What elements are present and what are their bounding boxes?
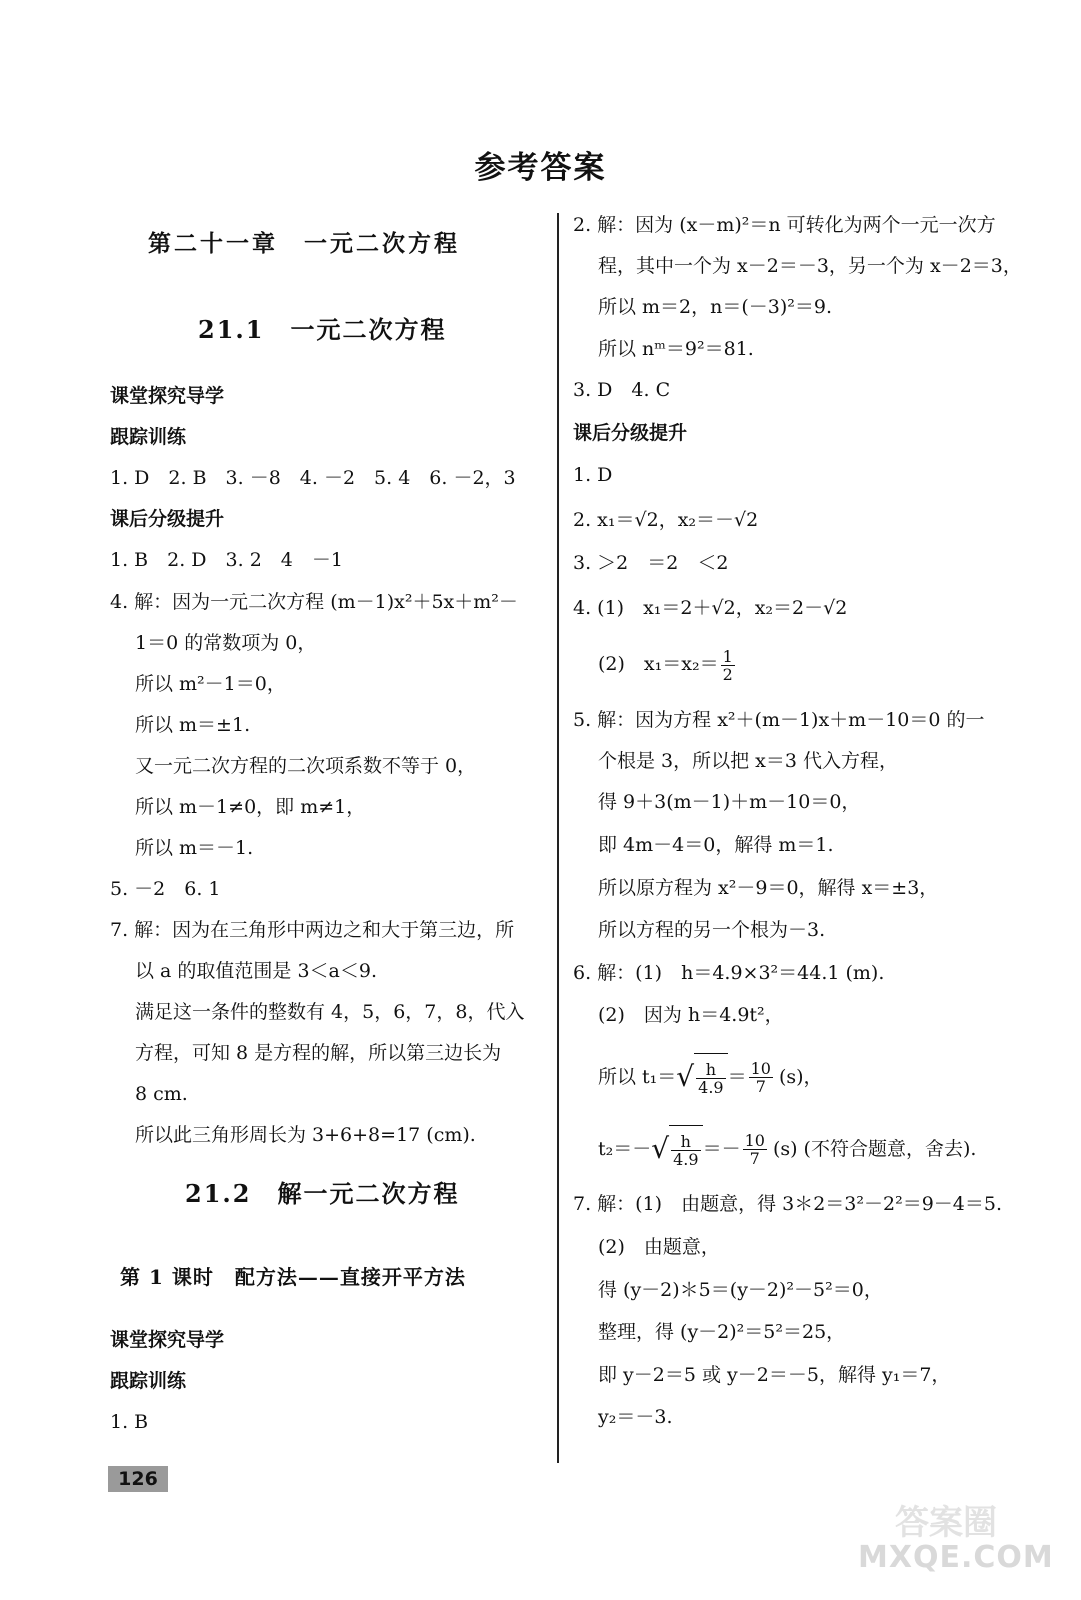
- t2-unit-note: (s) (不符合题意，舍去).: [772, 1138, 977, 1160]
- heading-tracking: 跟踪训练: [110, 426, 187, 448]
- watermark-text: MXQE.COM: [858, 1540, 1054, 1575]
- lesson-title: 第 1 课时 配方法——直接开平方法: [120, 1265, 466, 1289]
- q7-line: 得 (y－2)＊5＝(y－2)²－5²＝0，: [598, 1279, 883, 1301]
- section-title-21-1: 21.1 一元二次方程: [198, 315, 447, 344]
- q4-line: 所以 m－1≠0，即 m≠1，: [135, 796, 366, 818]
- q5-line: 即 4m－4＝0，解得 m＝1.: [598, 834, 834, 856]
- heading-after-class: 课后分级提升: [573, 422, 688, 444]
- q5-line: 所以原方程为 x²－9＝0，解得 x＝±3，: [598, 877, 939, 899]
- q2-line: 程，其中一个为 x－2＝－3，另一个为 x－2＝3，: [598, 255, 1022, 277]
- chapter-title: 第二十一章 一元二次方程: [148, 230, 460, 257]
- q7-line: 整理，得 (y－2)²＝5²＝25，: [598, 1321, 846, 1343]
- answers-line: 5. －2 6. 1: [110, 878, 221, 900]
- heading-classroom: 课堂探究导学: [110, 385, 225, 407]
- fraction-numerator: 10: [744, 1130, 765, 1150]
- t2-radicand: [669, 1125, 702, 1174]
- t1-unit: (s)，: [778, 1066, 823, 1088]
- page-number: 126: [108, 1466, 168, 1492]
- answers-line: 1. B 2. D 3. 2 4 －1: [110, 549, 343, 571]
- equals-sign: ＝: [727, 1066, 747, 1088]
- q7-line: 即 y－2＝5 或 y－2＝－5，解得 y₁＝7，: [598, 1364, 951, 1386]
- t1-radicand: [694, 1053, 727, 1102]
- answer-4-part-2-prefix: (2) x₁＝x₂＝: [598, 653, 719, 675]
- fraction-denominator: 4.9: [698, 1078, 724, 1097]
- q2-line: 所以 nᵐ＝9²＝81.: [598, 338, 754, 360]
- q7-line: 方程，可知 8 是方程的解，所以第三边长为: [135, 1042, 502, 1064]
- square-root-sign: √: [651, 1132, 670, 1165]
- q4-line: 所以 m²－1＝0，: [135, 673, 286, 695]
- page-title: 参考答案: [474, 150, 607, 186]
- heading-classroom: 课堂探究导学: [110, 1329, 225, 1351]
- q7-line: 满足这一条件的整数有 4，5，6，7，8，代入: [135, 1001, 525, 1023]
- column-divider: [557, 213, 559, 1463]
- q4-line: 又一元二次方程的二次项系数不等于 0，: [135, 755, 477, 777]
- t1-equation: [598, 1052, 823, 1100]
- answers-line: 1. B: [110, 1411, 149, 1433]
- q7-line: 8 cm.: [135, 1083, 188, 1105]
- q5-line: 个根是 3，所以把 x＝3 代入方程，: [598, 750, 899, 772]
- t1-radicand-fraction: [696, 1061, 725, 1096]
- fraction-denominator: 7: [755, 1076, 766, 1096]
- answer-4-part-1: 4. (1) x₁＝2＋√2，x₂＝2－√2: [573, 597, 848, 619]
- fraction-numerator: 1: [722, 646, 733, 666]
- q6-line: 6. 解：(1) h＝4.9×3²＝44.1 (m).: [573, 962, 885, 984]
- fraction-numerator: h: [696, 1061, 725, 1079]
- q7-line: y₂＝－3.: [598, 1406, 673, 1428]
- t2-equation: [598, 1124, 976, 1172]
- fraction-numerator: 10: [750, 1058, 771, 1078]
- t2-radicand-fraction: [671, 1133, 700, 1168]
- q7-line: 7. 解：(1) 由题意，得 3＊2＝3²－2²＝9－4＝5.: [573, 1193, 1003, 1215]
- fraction-one-half: [721, 648, 735, 683]
- answer-3: 3. ＞2 ＝2 ＜2: [573, 552, 729, 574]
- q7-line: (2) 由题意，: [598, 1236, 720, 1258]
- fraction-numerator: h: [671, 1133, 700, 1151]
- answers-line: 3. D 4. C: [573, 379, 671, 401]
- q5-line: 所以方程的另一个根为－3.: [598, 919, 826, 941]
- t1-prefix: 所以 t₁＝: [598, 1066, 677, 1088]
- fraction-denominator: 2: [722, 664, 733, 684]
- answer-1: 1. D: [573, 464, 613, 486]
- watermark-logo: 答案圈: [895, 1503, 997, 1543]
- heading-after-class: 课后分级提升: [110, 508, 225, 530]
- t2-prefix: t₂＝－: [598, 1138, 652, 1160]
- q6-line: (2) 因为 h＝4.9t²，: [598, 1004, 784, 1026]
- q4-line: 所以 m＝±1.: [135, 714, 251, 736]
- q5-line: 得 9＋3(m－1)＋m－10＝0，: [598, 791, 861, 813]
- q7-line: 以 a 的取值范围是 3＜a＜9.: [135, 960, 377, 982]
- q7-line: 所以此三角形周长为 3+6+8=17 (cm).: [135, 1124, 476, 1146]
- square-root-sign: √: [676, 1060, 695, 1093]
- answer-2: 2. x₁＝√2，x₂＝－√2: [573, 509, 759, 531]
- q5-line: 5. 解：因为方程 x²＋(m－1)x＋m－10＝0 的一: [573, 709, 985, 731]
- answers-line: 1. D 2. B 3. －8 4. －2 5. 4 6. －2，3: [110, 467, 516, 489]
- t1-value-fraction: [749, 1060, 773, 1095]
- section-title-21-2: 21.2 解一元二次方程: [185, 1179, 460, 1208]
- q7-line: 7. 解：因为在三角形中两边之和大于第三边，所: [110, 919, 515, 941]
- q4-line: 4. 解：因为一元二次方程 (m－1)x²＋5x＋m²－: [110, 591, 518, 613]
- q4-line: 所以 m＝－1.: [135, 837, 254, 859]
- answer-4-part-2: [598, 642, 737, 686]
- q2-line: 所以 m＝2，n＝(－3)²＝9.: [598, 296, 833, 318]
- q4-line: 1＝0 的常数项为 0，: [135, 632, 317, 654]
- equals-minus-sign: ＝－: [702, 1138, 741, 1160]
- q2-line: 2. 解：因为 (x－m)²＝n 可转化为两个一元一次方: [573, 214, 996, 236]
- heading-tracking: 跟踪训练: [110, 1370, 187, 1392]
- fraction-denominator: 4.9: [673, 1150, 699, 1169]
- t2-value-fraction: [743, 1132, 767, 1167]
- fraction-denominator: 7: [749, 1148, 760, 1168]
